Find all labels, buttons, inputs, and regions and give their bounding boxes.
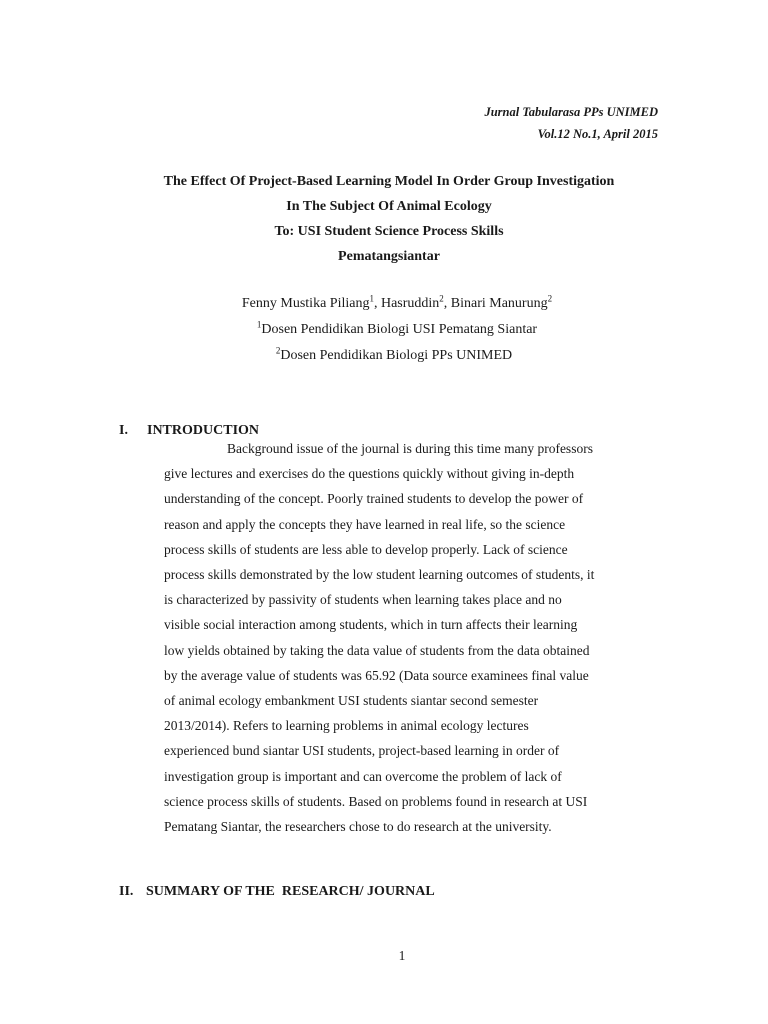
section-title: SUMMARY OF THE RESEARCH/ JOURNAL: [146, 884, 435, 899]
author-name: Fenny Mustika Piliang: [241, 296, 370, 311]
section-heading-summary: [119, 882, 435, 902]
author-separator: ,: [373, 296, 381, 311]
section-number: II.: [119, 884, 134, 899]
title-line: To: USI Student Science Process Skills: [274, 224, 504, 239]
section-number: I.: [119, 423, 128, 438]
journal-name: Jurnal Tabularasa PPs UNIMED: [484, 105, 658, 119]
paper-title: [0, 169, 768, 269]
affiliation-line: [0, 343, 768, 369]
author-separator: ,: [443, 296, 451, 311]
paragraph-line: reason and apply the concepts they have learned in real life, so the science: [164, 516, 566, 532]
paragraph-line: of animal ecology embankment USI students siantar second semester: [164, 693, 539, 709]
title-line: Pematangsiantar: [338, 249, 440, 264]
affiliation-text: Dosen Pendidikan Biologi USI Pematang Siantar: [261, 322, 538, 337]
paragraph-line: Pematang Siantar, the researchers chose to do research at the university.: [164, 819, 552, 835]
paragraph-line: Background issue of the journal is during this time many professors: [227, 441, 593, 456]
paragraph-line: experienced bund siantar USI students, project-based learning in order of: [164, 743, 560, 759]
author-affiliation-mark: 2: [547, 293, 553, 304]
paragraph-line: by the average value of students was 65.92 (Data source examinees final value: [164, 667, 589, 683]
author-name: Binari Manurung: [450, 296, 548, 311]
authors-block: [0, 291, 768, 369]
paragraph-line: investigation group is important and can overcome the problem of lack of: [164, 768, 562, 784]
journal-header: [484, 101, 658, 145]
paragraph-line: give lectures and exercises do the questions quickly without giving in-depth: [164, 466, 575, 482]
paragraph-line: visible social interaction among students, which in turn affects their learning: [164, 617, 578, 633]
paragraph-line: 2013/2014). Refers to learning problems in animal ecology lectures: [164, 718, 529, 734]
paragraph-line: is characterized by passivity of students when learning takes place and no: [164, 592, 562, 608]
author-affiliation-mark: 1: [369, 293, 374, 304]
paragraph-line: science process skills of students. Based on problems found in research at USI: [164, 793, 588, 809]
journal-volume: Vol.12 No.1, April 2015: [537, 127, 658, 141]
author-list: [0, 291, 768, 317]
paragraph-line: low yields obtained by taking the data value of students from the data obtained: [164, 642, 590, 658]
author-affiliation-mark: 2: [439, 293, 444, 304]
author-name: Hasruddin: [380, 296, 440, 311]
page-number: 1: [398, 948, 406, 963]
paragraph-line: process skills demonstrated by the low student learning outcomes of students, it: [164, 567, 595, 583]
introduction-paragraph: [164, 436, 644, 839]
paragraph-line: process skills of students are less able to develop properly. Lack of science: [164, 541, 568, 557]
title-line: In The Subject Of Animal Ecology: [286, 199, 492, 214]
title-line: The Effect Of Project-Based Learning Model In Order Group Investigation: [163, 174, 615, 189]
section-title: INTRODUCTION: [147, 423, 260, 438]
paragraph-line: understanding of the concept. Poorly trained students to develop the power of: [164, 491, 584, 507]
affiliation-mark: 1: [256, 319, 262, 330]
affiliation-line: [0, 317, 768, 343]
affiliation-text: Dosen Pendidikan Biologi PPs UNIMED: [280, 348, 513, 363]
affiliation-mark: 2: [275, 345, 281, 356]
